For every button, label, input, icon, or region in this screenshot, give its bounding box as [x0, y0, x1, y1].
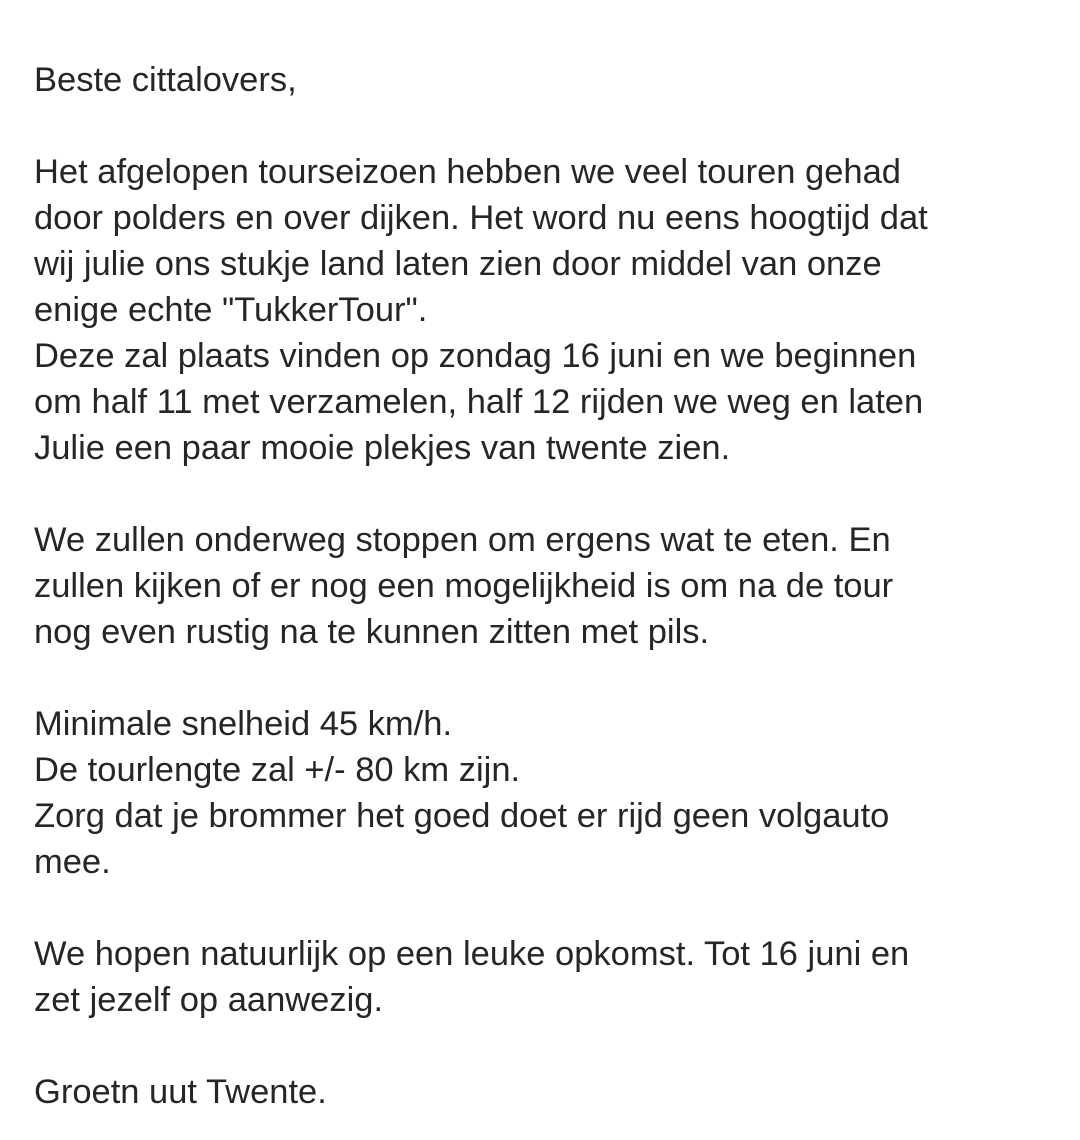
- text-line: zet jezelf op aanwezig.: [34, 981, 384, 1019]
- text-line: nog even rustig na te kunnen zitten met pils.: [34, 613, 710, 651]
- greeting-line: Beste cittalovers,: [34, 61, 297, 99]
- text-line: Julie een paar mooie plekjes van twente zien.: [34, 429, 731, 467]
- text-line: Deze zal plaats vinden op zondag 16 juni en we beginnen: [34, 337, 917, 375]
- text-line: mee.: [34, 843, 111, 881]
- text-line: Het afgelopen tourseizoen hebben we veel touren gehad: [34, 153, 901, 191]
- text-line: Minimale snelheid 45 km/h.: [34, 705, 453, 743]
- text-line: enige echte "TukkerTour".: [34, 291, 428, 329]
- text-line: De tourlengte zal +/- 80 km zijn.: [34, 751, 521, 789]
- paragraph-stop: [34, 517, 1074, 655]
- paragraph-intro: [34, 149, 1074, 471]
- paragraph-details: [34, 701, 1074, 885]
- closing-line: Groetn uut Twente.: [34, 1073, 327, 1111]
- text-line: door polders en over dijken. Het word nu eens hoogtijd dat: [34, 199, 928, 237]
- text-line: wij julie ons stukje land laten zien door middel van onze: [34, 245, 882, 283]
- paragraph-attendance: [34, 931, 1074, 1023]
- post-body: [34, 57, 1074, 1115]
- text-line: zullen kijken of er nog een mogelijkheid is om na de tour: [34, 567, 894, 605]
- text-line: om half 11 met verzamelen, half 12 rijden we weg en laten: [34, 383, 924, 421]
- paragraph-spacer: [34, 885, 1074, 931]
- paragraph-spacer: [34, 655, 1074, 701]
- text-line: We hopen natuurlijk op een leuke opkomst. Tot 16 juni en: [34, 935, 910, 973]
- text-line: We zullen onderweg stoppen om ergens wat te eten. En: [34, 521, 891, 559]
- paragraph-spacer: [34, 1023, 1074, 1069]
- paragraph-spacer: [34, 471, 1074, 517]
- text-line: Zorg dat je brommer het goed doet er rijd geen volgauto: [34, 797, 890, 835]
- paragraph-spacer: [34, 103, 1074, 149]
